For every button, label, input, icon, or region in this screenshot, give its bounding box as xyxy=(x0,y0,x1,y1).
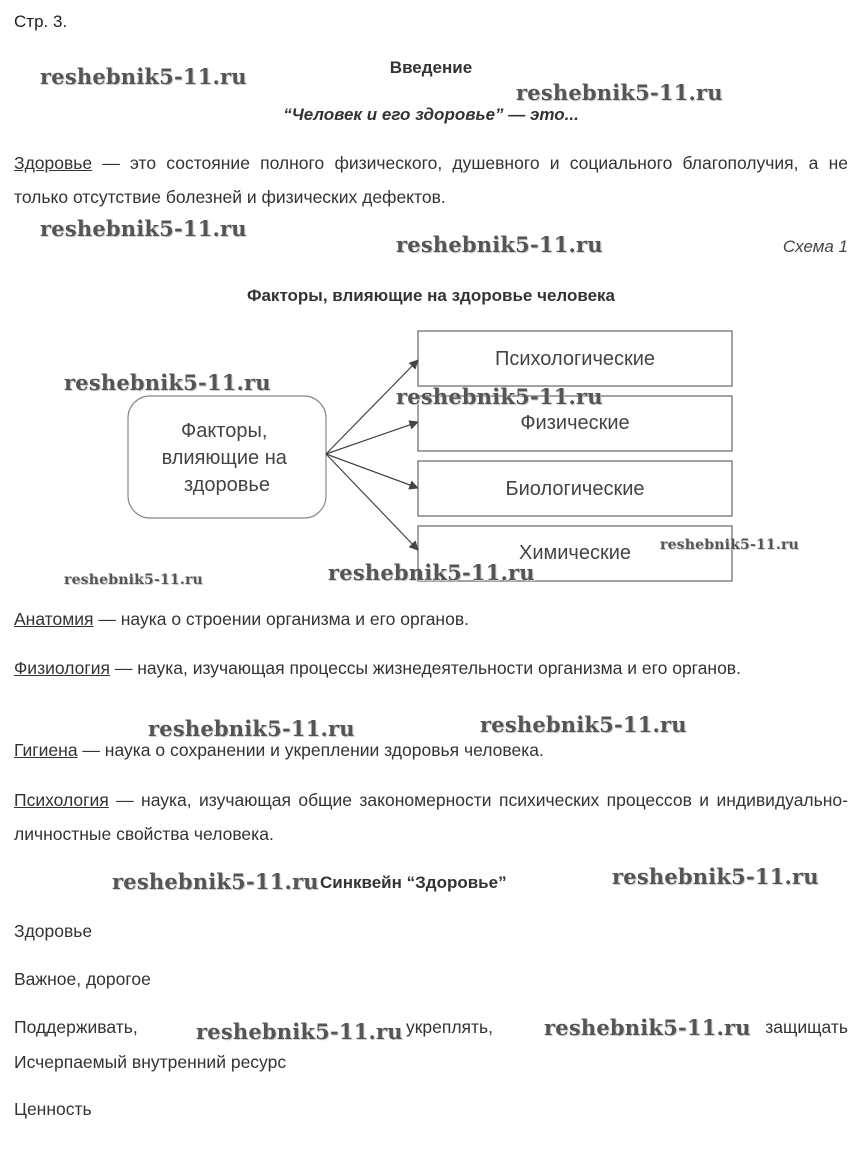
cinquain-line-5: Ценность xyxy=(14,1099,92,1119)
watermark: reshebnik5-11.ru xyxy=(516,80,723,105)
cinquain-line-3-word-1: Поддерживать, xyxy=(14,1017,138,1037)
definition-psychology: Психология — наука, изучающая общие закономерности психических процессов и индивидуально-личностные свойства человека. xyxy=(14,790,848,844)
watermark: reshebnik5-11.ru xyxy=(660,537,799,553)
cinquain-line-4: Исчерпаемый внутренний ресурс xyxy=(14,1052,287,1072)
intro-subtitle: “Человек и его здоровье” — это... xyxy=(283,105,579,124)
watermark: reshebnik5-11.ru xyxy=(196,1019,403,1044)
factor-biological xyxy=(418,461,732,516)
watermark: reshebnik5-11.ru xyxy=(112,869,319,894)
factor-psychological xyxy=(418,331,732,386)
watermark: reshebnik5-11.ru xyxy=(396,232,603,257)
cinquain-line-3-word-2: укреплять, xyxy=(406,1017,494,1037)
cinquain-line-1: Здоровье xyxy=(14,921,93,941)
svg-text:Биологические: Биологические xyxy=(505,478,645,500)
svg-text:Химические: Химические xyxy=(518,542,632,564)
diagram-title: Факторы, влияющие на здоровье человека xyxy=(246,286,616,305)
watermark: reshebnik5-11.ru xyxy=(64,572,203,588)
svg-text:Психологические: Психологические xyxy=(494,348,656,370)
cinquain-line-2: Важное, дорогое xyxy=(14,969,151,989)
definition-physiology: Физиология — наука, изучающая процессы жизнедеятельности организма и его органов. xyxy=(14,658,741,678)
cinquain-line-3-word-3: защищать xyxy=(765,1017,848,1037)
health-definition xyxy=(14,146,848,214)
definition-term: Здоровье xyxy=(14,153,93,173)
intro-heading: Введение xyxy=(389,58,473,77)
page-label: Стр. 3. xyxy=(14,12,68,31)
schema-label: Схема 1 xyxy=(782,237,848,256)
watermark: reshebnik5-11.ru xyxy=(40,216,247,241)
watermark: reshebnik5-11.ru xyxy=(328,560,535,585)
watermark: reshebnik5-11.ru xyxy=(396,384,603,409)
watermark: reshebnik5-11.ru xyxy=(40,64,247,89)
cinquain-title: Синквейн “Здоровье” xyxy=(320,873,507,892)
svg-text:Физические: Физические xyxy=(520,412,630,434)
watermark: reshebnik5-11.ru xyxy=(612,864,819,889)
watermark: reshebnik5-11.ru xyxy=(64,370,271,395)
definition-hygiene: Гигиена — наука о сохранении и укреплении здоровья человека. xyxy=(14,740,544,760)
watermark: reshebnik5-11.ru xyxy=(148,716,355,741)
center-node-label: Факторы, влияющие на здоровье xyxy=(161,420,287,496)
definition-anatomy: Анатомия — наука о строении организма и его органов. xyxy=(14,609,469,629)
watermark: reshebnik5-11.ru xyxy=(544,1015,751,1040)
watermark: reshebnik5-11.ru xyxy=(480,712,687,737)
definition-text: — это состояние полного физического, душевного и социального благополучия, а не только отсутствие болезней и физических дефектов. xyxy=(14,153,848,207)
